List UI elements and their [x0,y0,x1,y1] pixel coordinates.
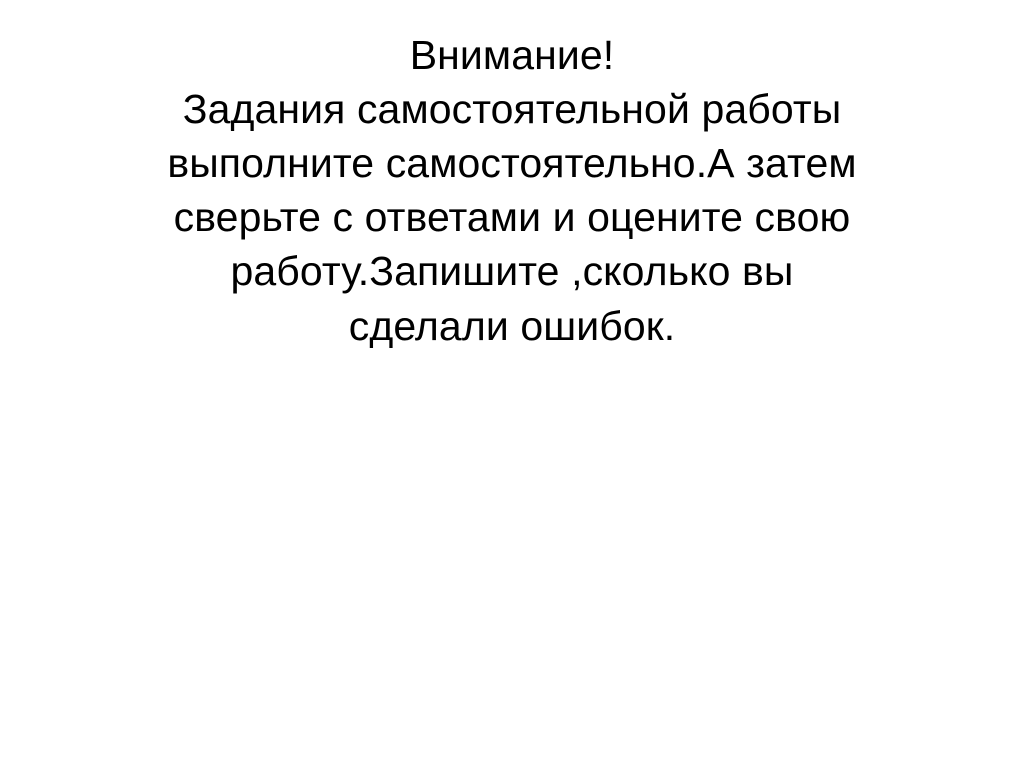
title-line-1: Внимание! [409,32,615,78]
title-line-2: Задания самостоятельной работы [182,86,842,133]
slide-title [60,28,964,353]
title-line-6: сделали ошибок. [348,302,676,349]
title-line-4: сверьте с ответами и оцените свою [173,194,851,241]
slide-body [60,450,964,730]
title-line-3: выполните самостоятельно.А затем [167,140,857,187]
title-line-5: работу.Запишите ,сколько вы [230,248,794,295]
